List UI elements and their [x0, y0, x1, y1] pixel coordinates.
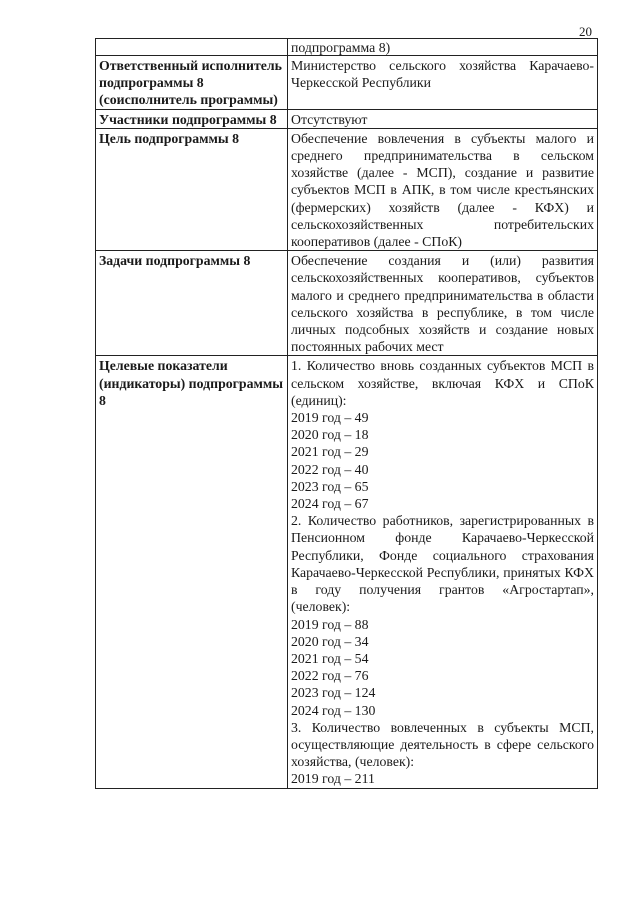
value-line: 3. Количество вовлеченных в субъекты МСП, осуществляющие деятельность в сфере сельского хозяйства, (человек):	[291, 719, 594, 770]
table-row	[96, 39, 598, 56]
value-line: подпрограмма 8)	[291, 40, 391, 55]
row-label: Целевые показатели (индикаторы) подпрограммы 8	[96, 356, 288, 788]
table-row	[96, 56, 598, 110]
value-line: 2021 год – 29	[291, 444, 369, 460]
value-line: 2023 год – 65	[291, 478, 369, 494]
row-value	[288, 56, 598, 110]
row-label: Задачи подпрограммы 8	[96, 251, 288, 356]
value-line: Министерство сельского хозяйства Карачаево-Черкесской Республики	[291, 58, 594, 91]
value-line: 2021 год – 54	[291, 650, 369, 666]
row-value	[288, 128, 598, 250]
value-line: 2019 год – 49	[291, 410, 369, 426]
value-line: Обеспечение создания и (или) развития сельскохозяйственных кооперативов, субъектов малого и среднего предпринимательства в области сельского хозяйства в республике, в том числе личных подсобных хозяйств и создание новых постоянных рабочих мест	[291, 253, 594, 355]
table-row	[96, 109, 598, 128]
value-line: 1. Количество вновь созданных субъектов МСП в сельском хозяйстве, включая КФХ и СПоК (единиц):	[291, 358, 594, 408]
value-line: Отсутствуют	[291, 111, 368, 127]
value-line: 2020 год – 34	[291, 633, 369, 649]
value-line: 2023 год – 124	[291, 685, 376, 701]
value-line: 2019 год – 88	[291, 616, 369, 632]
row-value	[288, 109, 598, 128]
row-label	[96, 39, 288, 56]
value-line: 2024 год – 130	[291, 702, 376, 718]
value-line: 2. Количество работников, зарегистрированных в Пенсионном фонде Карачаево-Черкесской Республики, Фонде социального страхования Карачаево-Черкесской Республики, принятых КФХ в году получения грантов «Агростартап», (человек):	[291, 513, 594, 615]
page-number: 20	[579, 24, 592, 39]
table-row	[96, 356, 598, 788]
value-line: 2022 год – 76	[291, 668, 369, 684]
value-line: 2022 год – 40	[291, 461, 369, 477]
value-line: 2024 год – 67	[291, 496, 369, 512]
subprogram-passport-table	[95, 38, 598, 789]
value-line: Обеспечение вовлечения в субъекты малого и среднего предпринимательства в сельском хозяйстве (далее - МСП), создание и развитие субъектов МСП в АПК, в том числе крестьянских (фермерских) хозяйств (далее - КФХ) и сельскохозяйственных потребительских кооперативов (далее - СПоК)	[291, 130, 594, 250]
row-value	[288, 251, 598, 356]
row-value	[288, 39, 598, 56]
table-row	[96, 251, 598, 356]
value-line: 2020 год – 18	[291, 427, 369, 443]
table-body	[96, 39, 598, 789]
table-row	[96, 128, 598, 250]
row-label: Цель подпрограммы 8	[96, 128, 288, 250]
row-label: Ответственный исполнитель подпрограммы 8 (соисполнитель программы)	[96, 56, 288, 110]
row-value	[288, 356, 598, 788]
row-label: Участники подпрограммы 8	[96, 109, 288, 128]
value-line: 2019 год – 211	[291, 771, 375, 787]
